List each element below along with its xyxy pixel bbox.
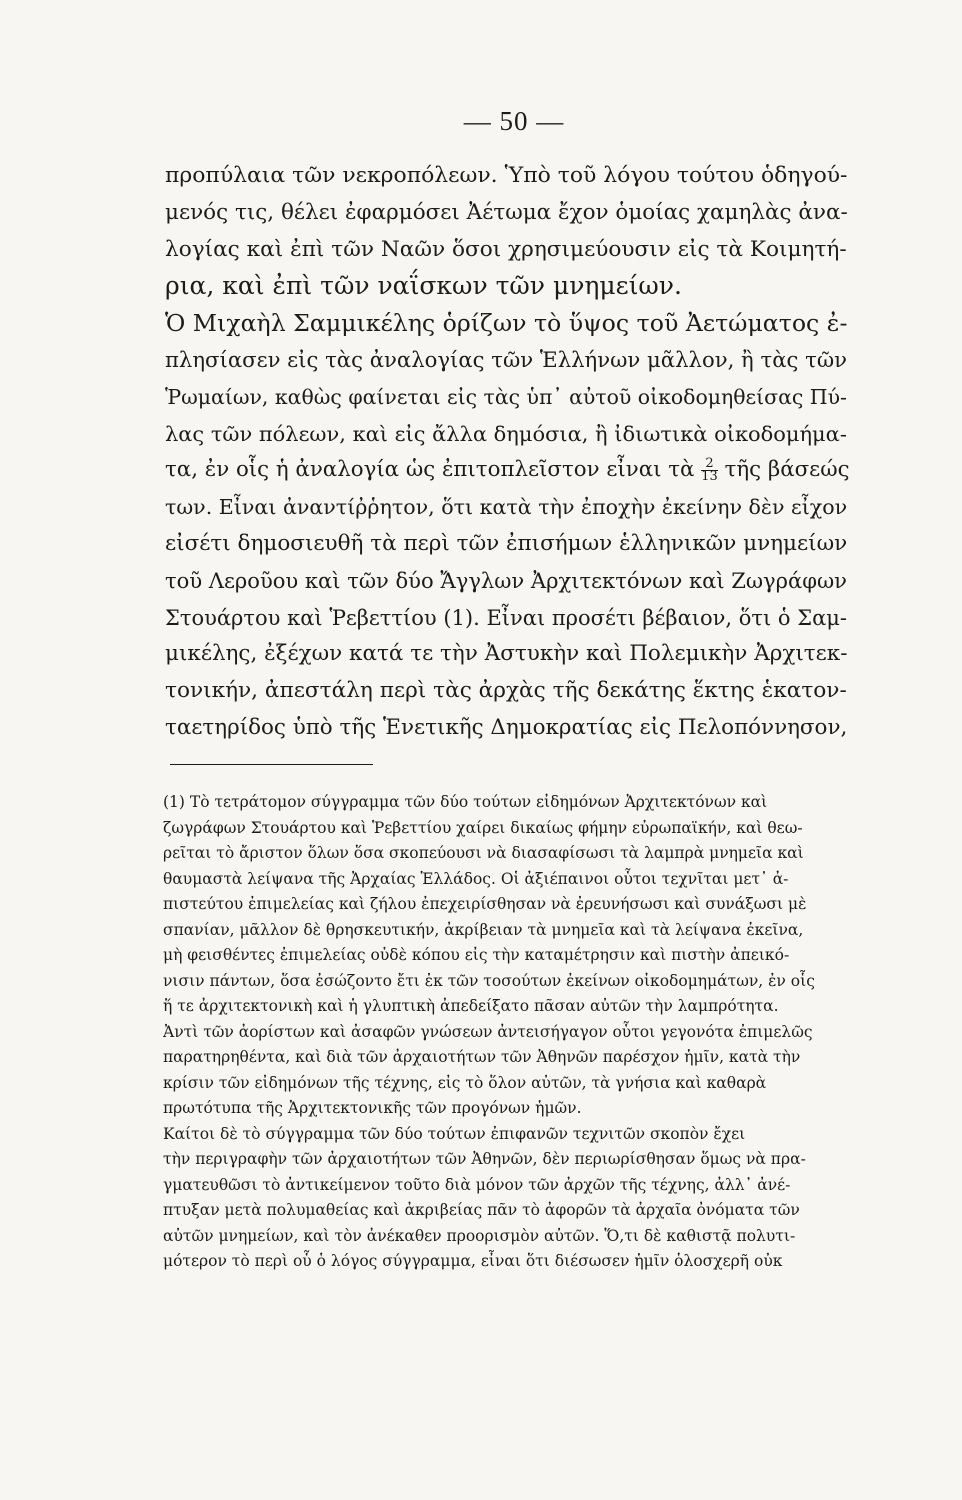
- text-line: τοῦ Λεροῦου καὶ τῶν δύο Ἄγγλων Ἀρχιτεκτόνων καὶ Ζωγράφων: [165, 567, 847, 593]
- footnote-line: θαυμαστὰ λείψανα τῆς Ἀρχαίας Ἑλλάδος. Οἱ ἀξιέπαινοι οὗτοι τεχνῖται μετ᾽ ἀ-: [163, 869, 789, 888]
- text-line-with-fraction: [165, 452, 851, 489]
- text-line: τονικήν, ἀπεστάλη περὶ τὰς ἀρχὰς τῆς δεκάτης ἕκτης ἑκατον-: [165, 678, 847, 704]
- page-number: — 50 —: [463, 106, 565, 136]
- footnote-divider: [170, 764, 373, 765]
- text-line: μικέλης, ἐξέχων κατά τε τὴν Ἀστυκὴν καὶ Πολεμικὴν Ἀρχιτεκ-: [165, 641, 848, 667]
- footnote-line: πιστεύτου ἐπιμελείας καὶ ζήλου ἐπεχειρίσθησαν νὰ ἐρευνήσωσι καὶ συνάξωσι μὲ: [163, 895, 807, 913]
- text-line: Στουάρτου καὶ Ῥεβεττίου (1). Εἶναι προσέτι βέβαιον, ὅτι ὁ Σαμ-: [165, 604, 848, 630]
- text-line: πλησίασεν εἰς τὰς ἀναλογίας τῶν Ἑλλήνων μᾶλλον, ἢ τὰς τῶν: [165, 346, 847, 372]
- text-line: προπύλαια τῶν νεκροπόλεων. Ὑπὸ τοῦ λόγου τούτου ὁδηγού-: [165, 163, 848, 188]
- footnote-line: πτυξαν μετὰ πολυμαθείας καὶ ἀκριβείας πᾶν τὸ ἀφορῶν τὰ ἀρχαῖα ὀνόματα τῶν: [163, 1201, 800, 1219]
- footnote-line: μὴ φεισθέντες ἐπιμελείας οὐδὲ κόπου εἰς τὴν καταμέτρησιν καὶ πιστὴν ἀπεικό-: [163, 946, 790, 964]
- text-line: ταετηρίδος ὑπὸ τῆς Ἑνετικῆς Δημοκρατίας εἰς Πελοπόννησον,: [165, 714, 848, 740]
- text-line: λογίας καὶ ἐπὶ τῶν Ναῶν ὅσοι χρησιμεύουσιν εἰς τὰ Κοιμητή-: [165, 236, 847, 262]
- footnote-line: Ἀντὶ τῶν ἀορίστων καὶ ἀσαφῶν γνώσεων ἀντεισήγαγον οὗτοι γεγονότα ἐπιμελῶς: [163, 1022, 813, 1041]
- fraction-2-13: [701, 455, 718, 484]
- text-line: των. Εἶναι ἀναντίῤῥητον, ὅτι κατὰ τὴν ἐποχὴν ἐκείνην δὲν εἶχον: [165, 495, 848, 520]
- footnote-line: (1) Τὸ τετράτομον σύγγραμμα τῶν δύο τούτων εἰδημόνων Ἀρχιτεκτόνων καὶ: [163, 793, 768, 811]
- main-text: [165, 158, 851, 747]
- fraction-numerator: 2: [701, 458, 718, 471]
- footnote-line: μότερον τὸ περὶ οὗ ὁ λόγος σύγγραμμα, εἶναι ὅτι διέσωσεν ἡμῖν ὁλοσχερῆ οὐκ: [163, 1252, 783, 1270]
- footnote-line: ἥ τε ἀρχιτεκτονικὴ καὶ ἡ γλυπτικὴ ἀπεδείξατο πᾶσαν αὐτῶν τὴν λαμπρότητα.: [163, 997, 779, 1015]
- footnote-line: ρεῖται τὸ ἄριστον ὅλων ὅσα σκοπεύουσι νὰ διασαφίσωσι τὰ λαμπρὰ μνημεῖα καὶ: [163, 844, 804, 862]
- footnote-line: ζωγράφων Στουάρτου καὶ Ῥεβεττίου χαίρει δικαίως φήμην εὐρωπαϊκήν, καὶ θεω-: [163, 818, 803, 837]
- footnote-line: Καίτοι δὲ τὸ σύγγραμμα τῶν δύο τούτων ἐπιφανῶν τεχνιτῶν σκοπὸν ἔχει: [163, 1124, 746, 1143]
- footnote-line: γματευθῶσι τὸ ἀντικείμενον τοῦτο διὰ μόνον τῶν ἀρχῶν τῆς τέχνης, ἀλλ᾽ ἀνέ-: [163, 1175, 791, 1194]
- footnote-line: πρωτότυπα τῆς Ἀρχιτεκτονικῆς τῶν προγόνων ἡμῶν.: [163, 1099, 582, 1117]
- footnote-line: κρίσιν τῶν εἰδημόνων τῆς τέχνης, εἰς τὸ ὅλον αὐτῶν, τὰ γνήσια καὶ καθαρὰ: [163, 1073, 767, 1092]
- text-line: μενός τις, θέλει ἐφαρμόσει Ἀέτωμα ἔχον ὁμοίας χαμηλὰς ἀνα-: [165, 199, 848, 225]
- fraction-denominator: 13: [701, 468, 718, 484]
- text-segment: τῆς βάσεώς: [717, 457, 850, 483]
- text-line: ρια, καὶ ἐπὶ τῶν ναΐσκων τῶν μνημείων.: [165, 271, 682, 301]
- text-line: Ὁ Μιχαὴλ Σαμμικέλης ὁρίζων τὸ ὕψος τοῦ Ἀετώματος ἐ-: [165, 309, 848, 338]
- footnote-line: σπανίαν, μᾶλλον δὲ θρησκευτικήν, ἀκρίβειαν τὰ μνημεῖα καὶ τὰ λείψανα ἐκεῖνα,: [163, 920, 804, 939]
- footnote-line: νισιν πάντων, ὅσα ἐσώζοντο ἔτι ἐκ τῶν τοσούτων ἐκείνων οἰκοδομημάτων, ἐν οἷς: [163, 971, 815, 990]
- footnotes: [163, 790, 853, 1275]
- footnote-line: αὐτῶν μνημείων, καὶ τὸν ἀνέκαθεν προορισμὸν αὐτῶν. Ὅ,τι δὲ καθιστᾷ πολυτι-: [163, 1226, 796, 1245]
- text-line: εἰσέτι δημοσιευθῆ τὰ περὶ τῶν ἐπισήμων ἑλληνικῶν μνημείων: [165, 530, 848, 556]
- footnote-line: τὴν περιγραφὴν τῶν ἀρχαιοτήτων τῶν Ἀθηνῶν, δὲν περιωρίσθησαν ὅμως νὰ πρα-: [163, 1150, 806, 1168]
- text-line: Ῥωμαίων, καθὼς φαίνεται εἰς τὰς ὑπ᾽ αὐτοῦ οἰκοδομηθείσας Πύ-: [165, 384, 847, 409]
- text-line: λας τῶν πόλεων, καὶ εἰς ἄλλα δημόσια, ἢ ἰδιωτικὰ οἰκοδομήμα-: [165, 421, 847, 446]
- text-segment: τα, ἐν οἷς ἡ ἀναλογία ὡς ἐπιτοπλεῖστον εἶναι τὰ: [165, 457, 695, 483]
- footnote-line: παρατηρηθέντα, καὶ διὰ τῶν ἀρχαιοτήτων τῶν Ἀθηνῶν παρέσχον ἡμῖν, κατὰ τὴν: [163, 1048, 801, 1066]
